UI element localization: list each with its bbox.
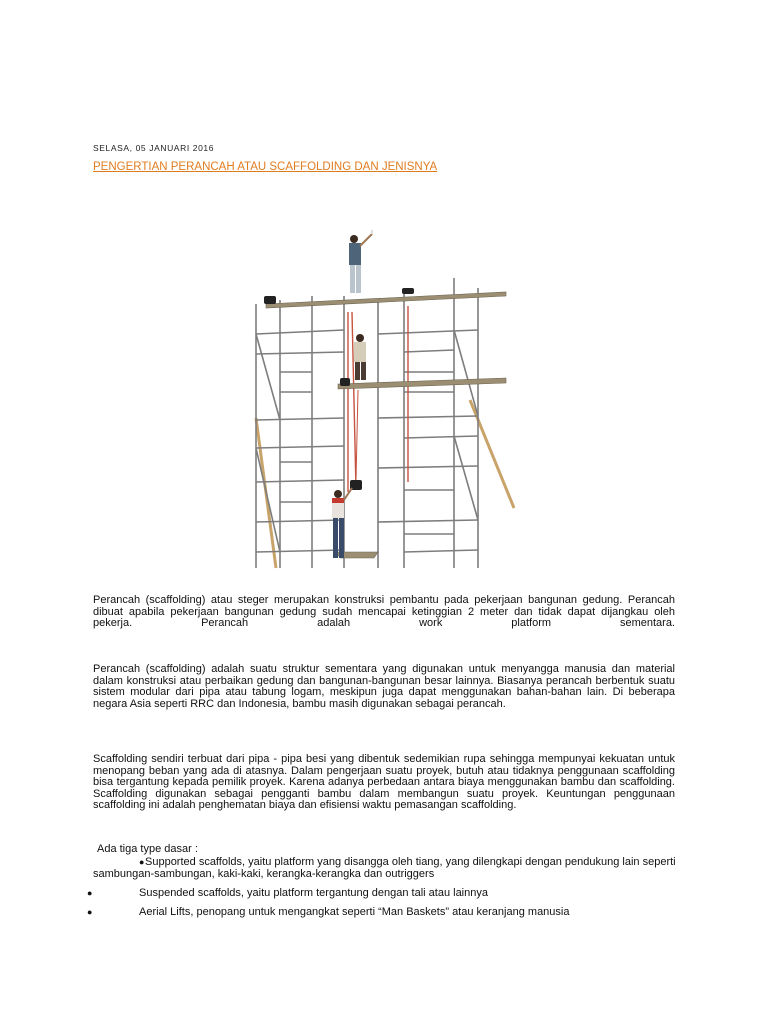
paragraph-definition: Perancah (scaffolding) atau steger merupakan konstruksi pembantu pada pekerjaan bangunan gedung. Perancah dibuat apabila pekerjaan bangunan gedung sudah mencapai ketinggian 2 meter dan tidak dapat dijangkau oleh pekerja. Perancah adalah work platform sementara.	[93, 594, 675, 630]
bullet-icon: ●	[139, 857, 145, 867]
bullet-icon: ●	[87, 907, 93, 917]
post-date: SELASA, 05 JANUARI 2016	[93, 143, 215, 153]
list-item	[87, 856, 679, 880]
scaffolding-workers-photo	[248, 222, 520, 574]
list-item	[87, 906, 679, 918]
post-title-link[interactable]: PENGERTIAN PERANCAH ATAU SCAFFOLDING DAN JENISNYA	[93, 161, 438, 173]
worker-top	[349, 230, 372, 293]
worker-bottom	[332, 488, 352, 558]
list-item-text: Aerial Lifts, penopang untuk mengangkat seperti “Man Baskets” atau keranjang manusia	[139, 906, 570, 918]
worker-middle	[354, 334, 366, 380]
list-item	[87, 887, 679, 899]
list-item-text: Suspended scaffolds, yaitu platform tergantung dengan tali atau lainnya	[139, 887, 488, 899]
list-item-text: Supported scaffolds, yaitu platform yang disangga oleh tiang, yang dilengkapi dengan pendukung lain seperti sambungan-sambungan, kaki-kaki, kerangka-kerangka dan outriggers	[93, 856, 676, 880]
paragraph-materials: Scaffolding sendiri terbuat dari pipa - pipa besi yang dibentuk sedemikian rupa sehingga mempunyai kekuatan untuk menopang beban yang ada di atasnya. Dalam pengerjaan suatu proyek, butuh atau tidaknya penggunaan scaffolding bisa tergantung kepada pemilik proyek. Karena adanya perbedaan antara biaya menggunakan bambu dan scaffolding. Scaffolding digunakan sebagai pengganti bambu dalam membangun suatu proyek. Keuntungan penggunaan scaffolding ini adalah penghematan biaya dan efisiensi waktu pemasangan scaffolding.	[93, 753, 675, 812]
types-intro: Ada tiga type dasar :	[97, 843, 198, 855]
types-list	[87, 856, 679, 925]
paragraph-structure: Perancah (scaffolding) adalah suatu struktur sementara yang digunakan untuk menyangga manusia dan material dalam konstruksi atau perbaikan gedung dan bangunan-bangunan besar lainnya. Biasanya perancah berbentuk suatu sistem modular dari pipa atau tabung logam, meskipun juga dapat menggunakan bahan-bahan lain. Di beberapa negara Asia seperti RRC dan Indonesia, bambu masih digunakan sebagai perancah.	[93, 663, 675, 710]
bullet-icon: ●	[87, 888, 93, 898]
scaffold-frame	[256, 278, 478, 568]
